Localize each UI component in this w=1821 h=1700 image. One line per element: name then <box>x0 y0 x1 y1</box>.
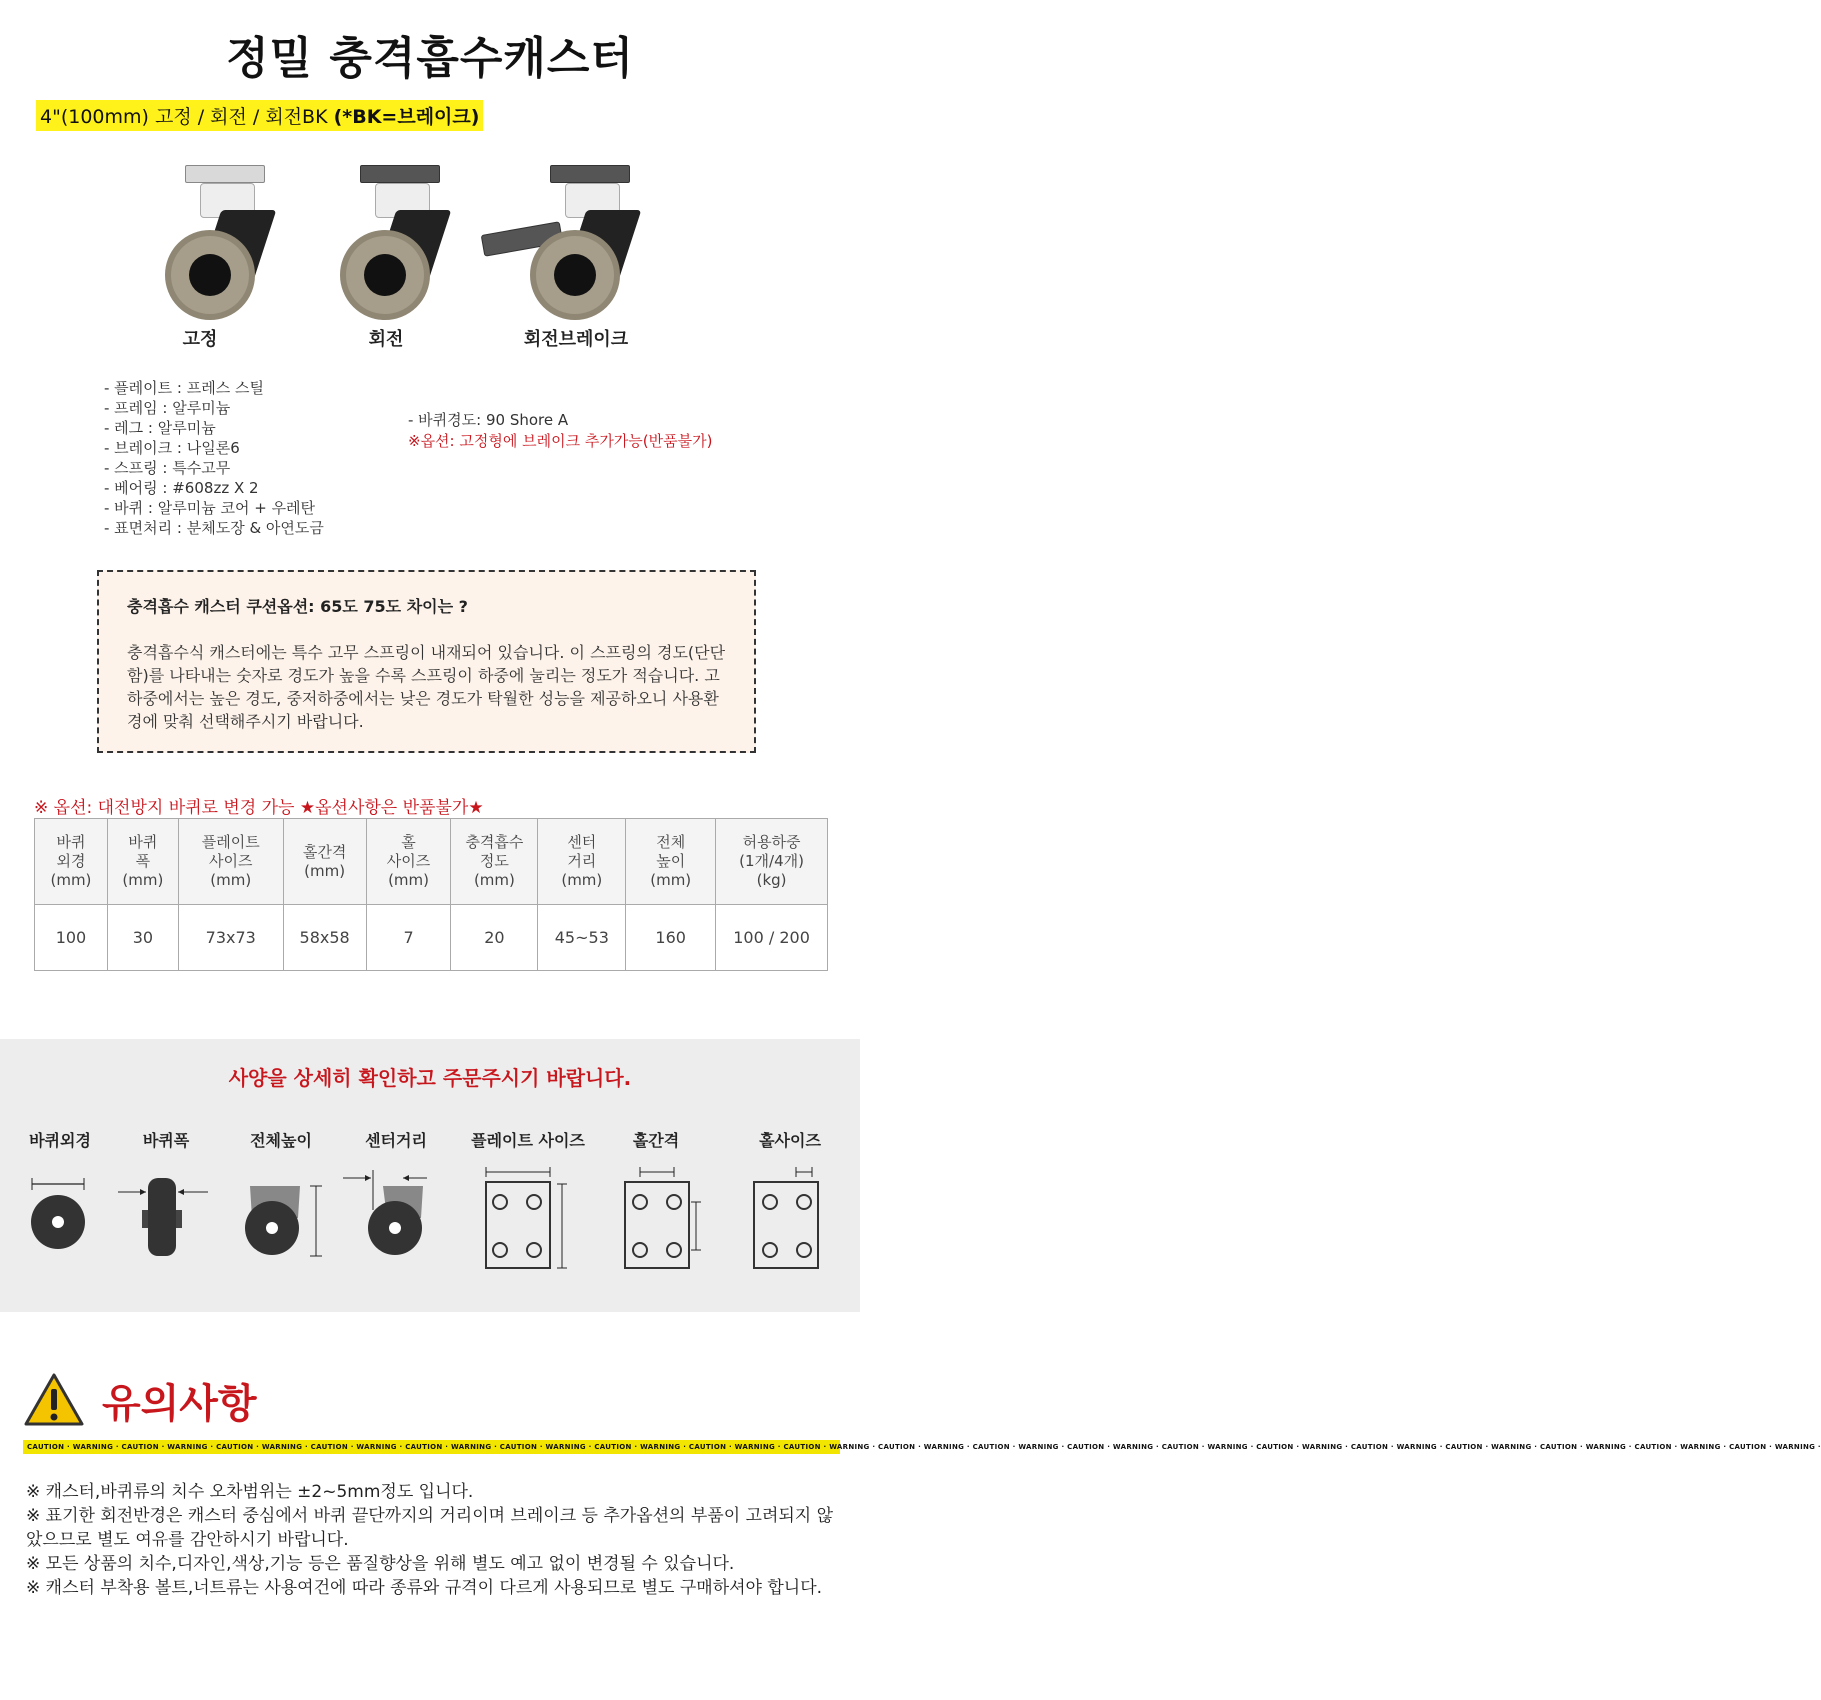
wheel-diameter-diagram <box>28 1170 88 1260</box>
table-cell: 100 <box>35 905 108 971</box>
spec-item: - 바퀴 : 알루미늄 코어 + 우레탄 <box>104 499 316 517</box>
table-cell: 100 / 200 <box>716 905 828 971</box>
page-title: 정밀 충격흡수캐스터 <box>226 33 634 84</box>
table-header-row <box>35 819 828 905</box>
swivel-caster-image <box>330 160 470 320</box>
table-cell: 160 <box>626 905 716 971</box>
col-hole-spacing: 홀간격 (mm) <box>283 819 366 905</box>
spec-item: - 프레임 : 알루미늄 <box>104 399 231 417</box>
notebox-heading: 충격흡수 캐스터 쿠션옵션: 65도 75도 차이는 ? <box>127 597 468 616</box>
list-item: ※ 모든 상품의 치수,디자인,색상,기능 등은 품질향상을 위해 별도 예고 없이 변경될 수 있습니다. <box>26 1554 735 1574</box>
swivel-brake-caster-image <box>520 160 660 320</box>
col-wheel-width: 바퀴 폭 (mm) <box>107 819 178 905</box>
caster-label-swivel-brake: 회전브레이크 <box>523 329 629 350</box>
spec-item: - 스프링 : 특수고무 <box>104 459 231 477</box>
table-cell: 30 <box>107 905 178 971</box>
total-height-diagram <box>240 1170 330 1260</box>
notebox-body: 충격흡수식 캐스터에는 특수 고무 스프링이 내재되어 있습니다. 이 스프링의 경도(단단함)를 나타내는 숫자로 경도가 높을 수록 스프링이 하중에 눌리는 정도가 적습니다. 고하중에서는 높은 경도, 중저하중에서는 낮은 경도가 탁월한 성능을 제공하오니 사용환경에 맞춰 선택해주시기 바랍니다. <box>127 643 726 731</box>
caster-label-fixed: 고정 <box>182 329 218 350</box>
spec-item: - 베어링 : #608zz X 2 <box>104 479 259 497</box>
dim-label-plate-size: 플레이트 사이즈 <box>471 1131 585 1150</box>
spec-item: - 브레이크 : 나일론6 <box>104 439 240 457</box>
fixed-caster-image <box>155 160 295 320</box>
table-cell: 58x58 <box>283 905 366 971</box>
col-wheel-diameter: 바퀴 외경 (mm) <box>35 819 108 905</box>
hole-size-diagram <box>750 1170 830 1280</box>
col-hole-size: 홀 사이즈 (mm) <box>366 819 451 905</box>
col-center-distance: 센터 거리 (mm) <box>538 819 626 905</box>
spec-table <box>34 818 828 971</box>
list-item: ※ 캐스터,바퀴류의 치수 오차범위는 ±2~5mm정도 입니다. <box>26 1482 474 1502</box>
dim-label-hole-size: 홀사이즈 <box>759 1131 821 1150</box>
table-cell: 45~53 <box>538 905 626 971</box>
dimension-guide-title: 사양을 상세히 확인하고 주문주시기 바랍니다. <box>228 1066 632 1090</box>
table-cell: 7 <box>366 905 451 971</box>
material-spec-list <box>104 378 324 538</box>
product-subtitle <box>36 100 483 131</box>
caster-label-swivel: 회전 <box>368 329 404 350</box>
antistatic-option-note: ※ 옵션: 대전방지 바퀴로 변경 가능 ★옵션사항은 반품불가★ <box>34 798 484 818</box>
subtitle-bold: (*BK=브레이크) <box>333 106 480 128</box>
col-load-capacity: 허용하중 (1개/4개) (kg) <box>716 819 828 905</box>
list-item: ※ 캐스터 부착용 볼트,너트류는 사용여건에 따라 종류와 규격이 다르게 사용되므로 별도 구매하셔야 합니다. <box>26 1578 823 1598</box>
col-total-height: 전체 높이 (mm) <box>626 819 716 905</box>
table-row <box>35 905 828 971</box>
caution-strip: CAUTION · WARNING · CAUTION · WARNING · CAUTION · WARNING · CAUTION · WARNING · CAUTION · WARNING · CAUTION · WARNING · CAUTION · WARNING · CAUTION · WARNING · CAUTION · WARNING · CAUTION · WARNING · CAUTION · WARNING · CAUTION · WARNING · CAUTION · WARNING · CAUTION · WARNING · CAUTION · WARNING · CAUTION · WARNING · CAUTION · WARNING · CAUTION · WARNING · CAUTION · WARNING · <box>23 1440 840 1454</box>
subtitle-plain: 4"(100mm) 고정 / 회전 / 회전BK <box>40 106 334 128</box>
table-cell: 73x73 <box>178 905 283 971</box>
table-cell: 20 <box>451 905 538 971</box>
wheel-width-diagram <box>118 1170 208 1260</box>
list-item: ※ 표기한 회전반경은 캐스터 중심에서 바퀴 끝단까지의 거리이며 브레이크 등 추가옵션의 부품이 고려되지 않았으므로 별도 여유를 감안하시기 바랍니다. <box>26 1506 834 1550</box>
spec-item: - 플레이트 : 프레스 스틸 <box>104 379 264 397</box>
hardness-spec <box>408 410 712 452</box>
dim-label-center-distance: 센터거리 <box>365 1131 427 1150</box>
plate-size-diagram <box>478 1170 578 1280</box>
warning-title: 유의사항 <box>102 1381 257 1427</box>
center-distance-diagram <box>343 1170 433 1260</box>
warning-triangle-icon <box>23 1372 85 1428</box>
col-shock-absorption: 충격흡수 정도 (mm) <box>451 819 538 905</box>
hole-spacing-diagram <box>620 1170 710 1280</box>
dim-label-wheel-width: 바퀴폭 <box>142 1131 190 1150</box>
brake-option-note: ※옵션: 고정형에 브레이크 추가가능(반품불가) <box>408 432 713 450</box>
spec-item: - 레그 : 알루미늄 <box>104 419 216 437</box>
dim-label-hole-spacing: 홀간격 <box>632 1131 680 1150</box>
warning-list <box>26 1480 841 1600</box>
cushion-option-notebox <box>97 570 756 753</box>
dim-label-total-height: 전체높이 <box>250 1131 312 1150</box>
col-plate-size: 플레이트 사이즈 (mm) <box>178 819 283 905</box>
spec-item: - 표면처리 : 분체도장 & 아연도금 <box>104 519 324 537</box>
dim-label-wheel-diameter: 바퀴외경 <box>29 1131 91 1150</box>
wheel-hardness: - 바퀴경도: 90 Shore A <box>408 411 569 429</box>
